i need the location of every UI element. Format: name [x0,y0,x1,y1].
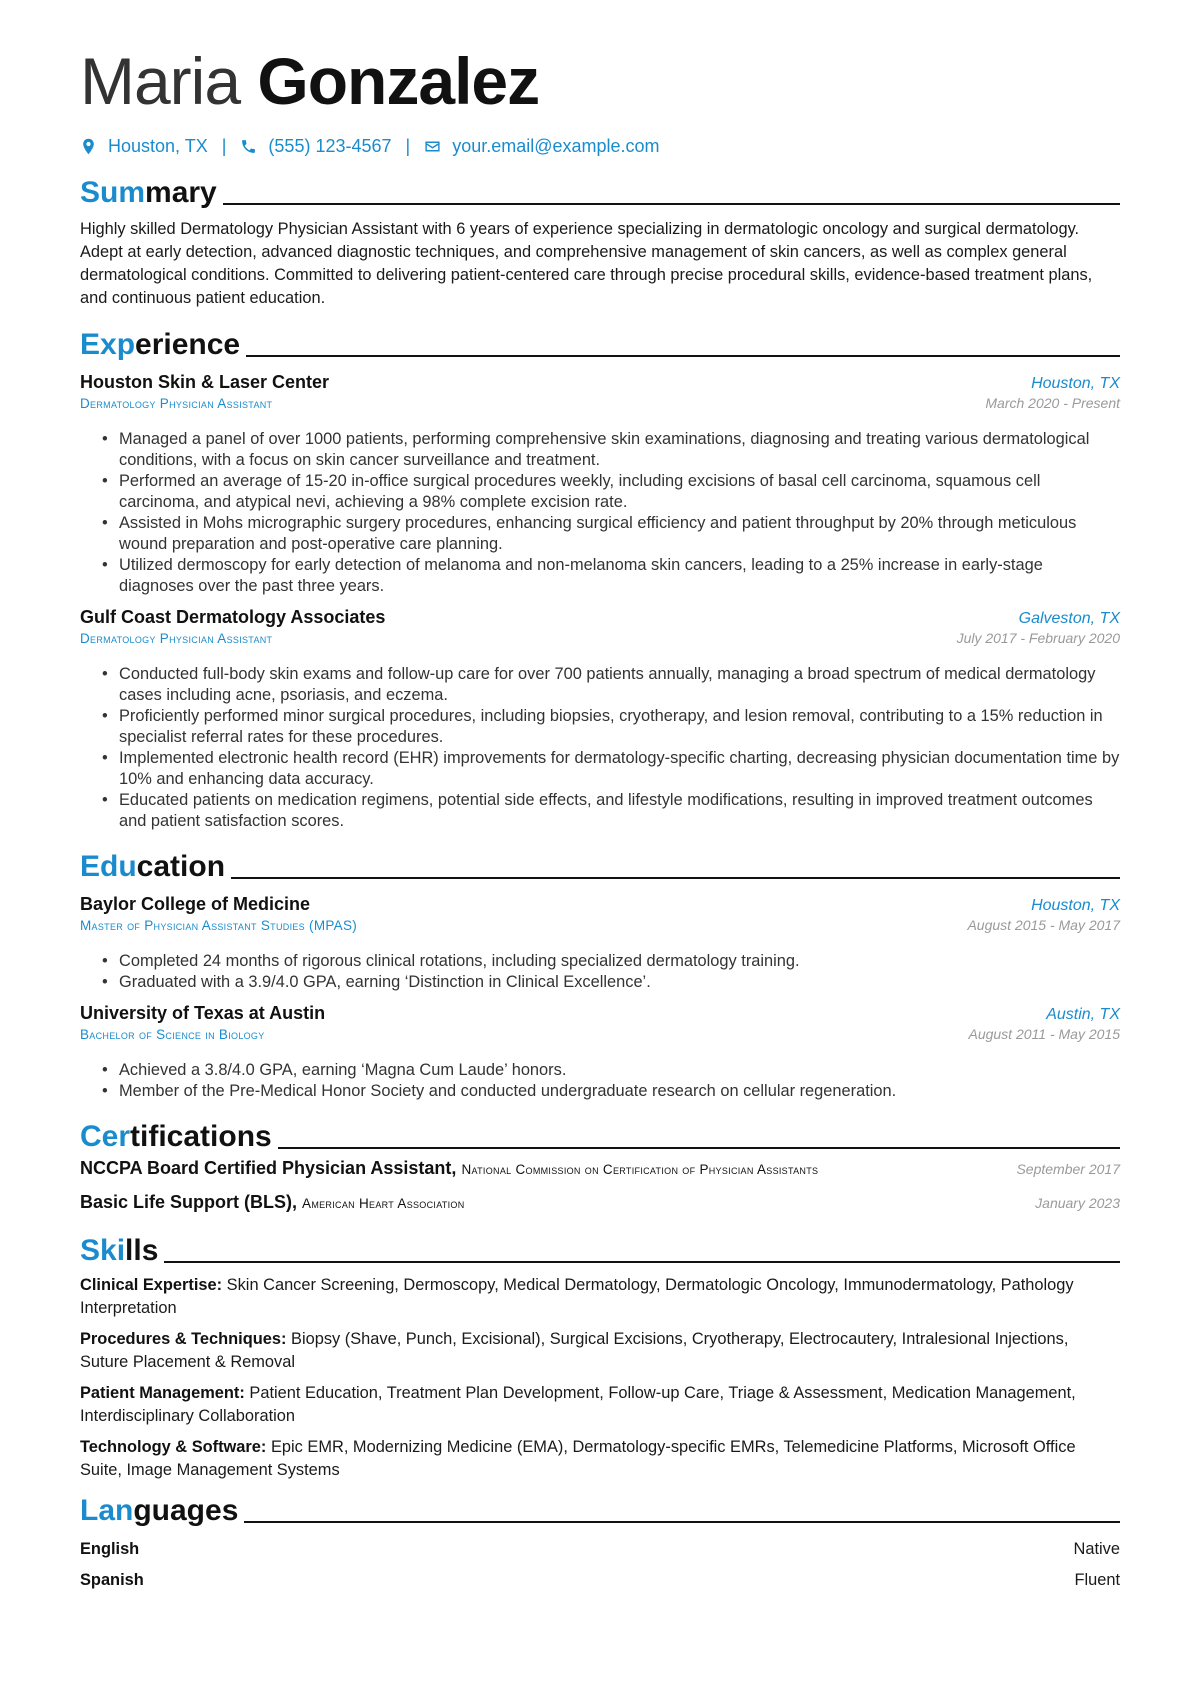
skill-category: Patient Management: [80,1384,245,1402]
skill-items: Biopsy (Shave, Punch, Excisional), Surgical Excisions, Cryotherapy, Electrocautery, Intralesional Injections, Suture Placement & Removal [80,1330,1069,1371]
school-name: Baylor College of Medicine [80,894,311,914]
school-location: Houston, TX [1031,897,1120,914]
employer-name: Houston Skin & Laser Center [80,372,330,392]
skill-group [80,1382,1120,1428]
section-title-rest: lls [125,1234,159,1267]
email-text: your.email@example.com [452,135,660,156]
experience-heading [80,324,1120,362]
location-item [80,136,208,157]
contact-info [80,134,1120,158]
section-rule [278,1147,1120,1149]
certification-name: NCCPA Board Certified Physician Assistant [80,1158,452,1178]
languages-list [80,1534,1120,1596]
certification-issuer: American Heart Association [302,1196,465,1211]
skill-group [80,1328,1120,1374]
section-title [80,328,240,362]
job-dates: March 2020 - Present [985,395,1120,411]
certification-date: September 2017 [1016,1161,1120,1177]
section-title-rest: mary [145,176,217,209]
section-title-accent: Cer [80,1120,131,1153]
languages-heading [80,1490,1120,1528]
section-title [80,1494,238,1528]
candidate-name [80,42,1120,120]
skills-heading [80,1230,1120,1268]
education-bullets [80,1060,1120,1102]
employer-name: Gulf Coast Dermatology Associates [80,607,386,627]
skill-items: Epic EMR, Modernizing Medicine (EMA), Dermatology-specific EMRs, Telemedicine Platforms, Microsoft Office Suite, Image Management Systems [80,1438,1076,1479]
education-heading [80,846,1120,884]
bullet-item: • Implemented electronic health record (EHR) improvements for dermatology-specific charting, decreasing physician documentation time by 10% and enhancing data accuracy. [102,748,1120,790]
section-title-rest: tifications [130,1120,272,1153]
section-title-rest: erience [135,328,241,361]
summary-text: Highly skilled Dermatology Physician Assistant with 6 years of experience specializing in dermatologic oncology and surgical dermatology. Adept at early detection, advanced diagnostic techniques, and comprehensive management of skin cancers, as well as complex general dermatological conditions. Committed to delivering patient-centered care through precise procedural skills, evidence-based treatment plans, and continuous patient education. [80,220,1093,307]
section-rule [246,355,1120,357]
skill-category: Clinical Expertise: [80,1276,223,1294]
section-title-accent: Exp [80,328,136,361]
job-bullets [80,664,1120,832]
bullet-item: • Educated patients on medication regimens, potential side effects, and lifestyle modifications, resulting in improved treatment outcomes and patient satisfaction scores. [102,790,1120,832]
section-title [80,1120,272,1154]
language-item [80,1565,1120,1596]
envelope-icon [424,138,441,155]
job-dates: July 2017 - February 2020 [956,630,1120,646]
location-text: Houston, TX [108,135,208,156]
job-bullets [80,429,1120,597]
section-rule [231,877,1120,879]
bullet-item: • Conducted full-body skin exams and follow-up care for over 700 patients annually, managing a broad spectrum of medical dermatology cases including acne, psoriasis, and eczema. [102,664,1120,706]
contact-separator: | [405,135,411,156]
certification-name: Basic Life Support (BLS) [80,1192,293,1212]
certification-date: January 2023 [1035,1195,1120,1211]
bullet-item: • Member of the Pre-Medical Honor Society and conducted undergraduate research on cellular regeneration. [102,1081,1120,1102]
experience-entry [80,372,1120,597]
section-rule [223,203,1120,205]
bullet-item: • Assisted in Mohs micrographic surgery procedures, enhancing surgical efficiency and patient throughput by 20% through meticulous wound preparation and post-operative care planning. [102,513,1120,555]
certification-item: NCCPA Board Certified Physician Assistant, National Commission on Certification of Physician Assistants September 2017 [80,1158,1120,1178]
section-title [80,1234,158,1268]
section-title-accent: Sum [80,176,146,209]
bullet-item: • Completed 24 months of rigorous clinical rotations, including specialized dermatology training. [102,951,1120,972]
certification-issuer: National Commission on Certification of Physician Assistants [461,1162,819,1177]
bullet-item: • Achieved a 3.8/4.0 GPA, earning ‘Magna Cum Laude’ honors. [102,1060,1120,1081]
language-level: Native [1073,1540,1120,1558]
language-name: English [80,1540,140,1558]
certifications-list [80,1158,1120,1226]
skills-list [80,1274,1120,1482]
skill-items: Skin Cancer Screening, Dermoscopy, Medical Dermatology, Dermatologic Oncology, Immunodermatology, Pathology Interpretation [80,1276,1074,1317]
job-title: Dermatology Physician Assistant [80,396,273,411]
bullet-item: • Utilized dermoscopy for early detection of melanoma and non-melanoma skin cancers, leading to a 25% increase in early-stage diagnoses over the past three years. [102,555,1120,597]
section-title-rest: cation [136,850,226,883]
section-title-accent: Ski [80,1234,126,1267]
bullet-item: • Performed an average of 15-20 in-office surgical procedures weekly, including excisions of basal cell carcinoma, squamous cell carcinoma, and atypical nevi, achieving a 98% complete excision rate. [102,471,1120,513]
certifications-heading [80,1116,1120,1154]
skill-group [80,1274,1120,1320]
map-pin-icon [80,138,97,155]
skill-category: Procedures & Techniques: [80,1330,287,1348]
skill-category: Technology & Software: [80,1438,267,1456]
language-name: Spanish [80,1571,144,1589]
bullet-item: • Proficiently performed minor surgical procedures, including biopsies, cryotherapy, and lesion removal, contributing to a 15% reduction in specialist referral rates for these procedures. [102,706,1120,748]
skill-group [80,1436,1120,1482]
skill-items: Patient Education, Treatment Plan Development, Follow-up Care, Triage & Assessment, Medication Management, Interdisciplinary Collaboration [80,1384,1076,1425]
education-dates: August 2011 - May 2015 [968,1026,1120,1042]
certification-item: Basic Life Support (BLS), American Heart Association January 2023 [80,1192,1120,1212]
contact-separator: | [221,135,227,156]
education-entry [80,1003,1120,1102]
education-entry [80,894,1120,993]
first-name: Maria [80,44,241,118]
job-location: Houston, TX [1031,375,1120,392]
degree-name: Master of Physician Assistant Studies (MPAS) [80,918,358,933]
school-name: University of Texas at Austin [80,1003,326,1023]
job-title: Dermatology Physician Assistant [80,631,273,646]
section-title [80,176,217,210]
school-location: Austin, TX [1046,1006,1120,1023]
section-title [80,850,225,884]
job-location: Galveston, TX [1018,610,1120,627]
section-rule [244,1521,1120,1523]
section-title-accent: Edu [80,850,137,883]
section-rule [164,1261,1120,1263]
education-dates: August 2015 - May 2017 [967,917,1120,933]
language-item [80,1534,1120,1565]
bullet-item: • Managed a panel of over 1000 patients, performing comprehensive skin examinations, diagnosing and treating various dermatological conditions, with a focus on skin cancer surveillance and treatment. [102,429,1120,471]
phone-icon [240,138,257,155]
email-item[interactable] [424,136,659,157]
summary-heading [80,172,1120,210]
phone-item[interactable] [240,136,391,157]
section-title-accent: Lan [80,1494,134,1527]
section-title-rest: guages [133,1494,239,1527]
education-bullets [80,951,1120,993]
bullet-item: • Graduated with a 3.9/4.0 GPA, earning ‘Distinction in Clinical Excellence’. [102,972,1120,993]
last-name: Gonzalez [257,44,540,118]
language-level: Fluent [1074,1571,1120,1589]
phone-text: (555) 123-4567 [268,135,392,156]
experience-entry [80,607,1120,832]
degree-name: Bachelor of Science in Biology [80,1027,265,1042]
